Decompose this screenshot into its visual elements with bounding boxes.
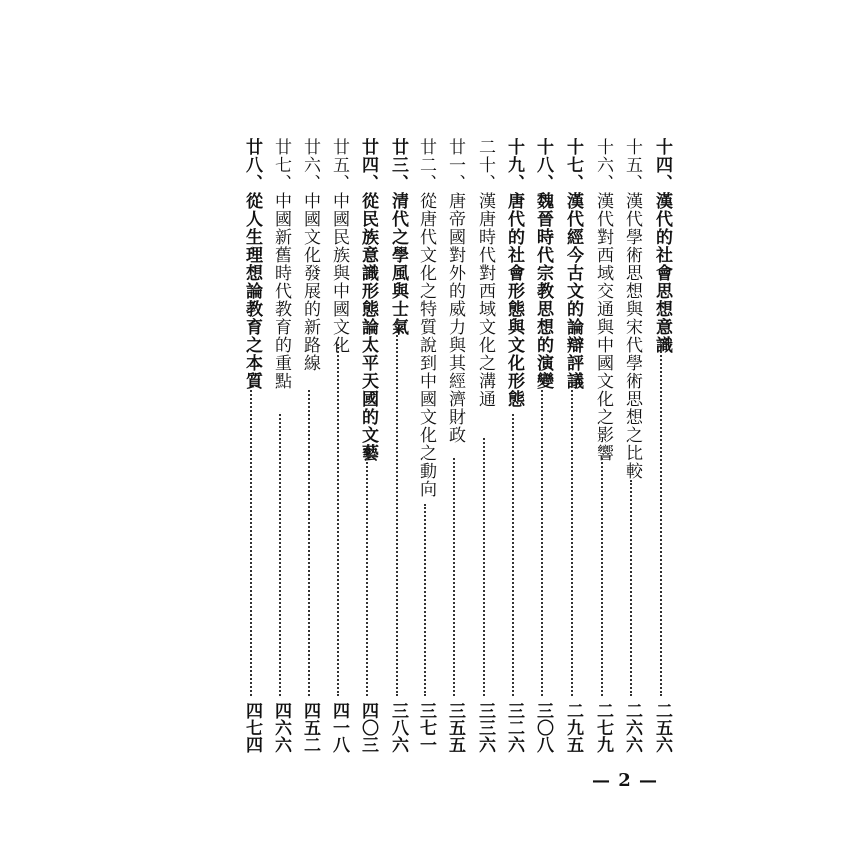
toc-entry-page: 三〇八 [533,702,553,753]
leader-dots [483,438,485,696]
toc-entry-page: 二七九 [593,702,613,753]
toc-entry-title: 廿二、從唐代文化之特質說到中國文化之動向 [416,138,436,498]
leader-dots [541,390,543,696]
toc-entry-page: 四七四 [242,702,262,753]
leader-dots [424,504,426,696]
toc-entry-title: 十六、漢代對西域交通與中國文化之影響 [593,138,613,462]
leader-dots [512,414,514,696]
page-number: — 2 — [592,770,659,791]
toc-entry [386,138,410,758]
toc-entry [414,138,438,758]
toc-entry [443,138,467,758]
leader-dots [250,390,252,696]
toc-entry-page: 二五六 [652,702,672,753]
toc-entry-title: 廿六、中國文化發展的新路線 [300,138,320,372]
toc-entry [561,138,585,758]
toc-entry [473,138,497,758]
leader-dots [571,390,573,696]
leader-dots [337,344,339,696]
toc-entry [327,138,351,758]
toc-entry-page: 三五五 [445,702,465,753]
toc-entry-title: 廿一、唐帝國對外的威力與其經濟財政 [445,138,465,444]
leader-dots [453,458,455,696]
leader-dots [279,414,281,696]
leader-dots [660,344,662,696]
toc-entry-title: 十四、漢代的社會思想意識 [652,138,672,354]
toc-entry-title: 廿七、中國新舊時代教育的重點 [271,138,291,390]
toc-entry [240,138,264,758]
leader-dots [601,458,603,696]
toc-entry-title: 廿四、從民族意識形態論太平天國的文藝 [358,138,378,462]
toc-entry-title: 十九、唐代的社會形態與文化形態 [504,138,524,408]
toc-entry [356,138,380,758]
leader-dots [630,480,632,696]
toc-entry-page: 四一八 [329,702,349,753]
toc-entry-page: 三八六 [388,702,408,753]
toc-entry [620,138,644,758]
toc-entry-title: 廿三、清代之學風與士氣 [388,138,408,336]
toc-entry-page: 四六六 [271,702,291,753]
leader-dots [308,390,310,696]
toc-entry-page: 二六六 [622,702,642,753]
toc-entry-page: 三三六 [475,702,495,753]
leader-dots [396,320,398,696]
toc-entry [531,138,555,758]
toc-entry [650,138,674,758]
toc-entry-title: 廿八、從人生理想論教育之本質 [242,138,262,390]
toc-entry-title: 十八、魏晉時代宗教思想的演變 [533,138,553,390]
toc-entry-title: 二十、漢唐時代對西域文化之溝通 [475,138,495,408]
toc-entry [269,138,293,758]
leader-dots [366,458,368,696]
toc-entry [298,138,322,758]
toc-entry-title: 廿五、中國民族與中國文化 [329,138,349,354]
toc-entry-page: 三二六 [504,702,524,753]
toc-entry-title: 十七、漢代經今古文的論辯評議 [563,138,583,390]
toc-entry [591,138,615,758]
toc-entry-page: 四〇三 [358,702,378,753]
toc-entry-page: 四五二 [300,702,320,753]
toc-entry-page: 三七一 [416,702,436,753]
toc-entry-title: 十五、漢代學術思想與宋代學術思想之比較 [622,138,642,480]
toc-entry [502,138,526,758]
toc-entry-page: 二九五 [563,702,583,753]
